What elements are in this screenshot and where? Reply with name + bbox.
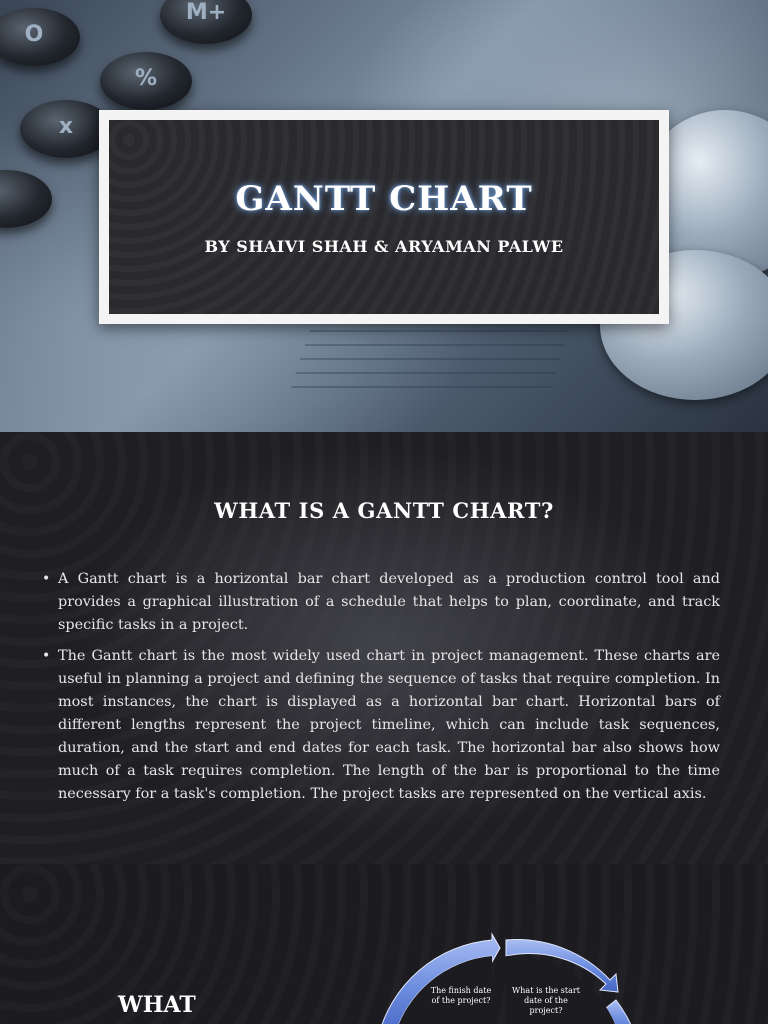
- slide-title: GANTT CHART: [235, 178, 533, 219]
- bullet-icon: •: [42, 571, 51, 587]
- definition-slide: [0, 432, 768, 864]
- calculator-key: x: [20, 100, 112, 158]
- calculator-key: O: [0, 8, 80, 66]
- section-heading: WHAT IS A GANTT CHART?: [214, 498, 554, 523]
- calculator-key: [0, 170, 52, 228]
- document-background-image: [290, 330, 569, 390]
- title-box: [109, 120, 659, 314]
- calculator-key: M+: [160, 0, 252, 44]
- cycle-slide: [0, 864, 768, 1024]
- section-heading: WHAT: [118, 992, 196, 1018]
- slide-subtitle: BY SHAIVI SHAH & ARYAMAN PALWE: [204, 236, 564, 256]
- bullet-text: A Gantt chart is a horizontal bar chart developed as a production control tool and provides a graphical illustration of a schedule that helps to plan, coordinate, and track specific tasks in a project.: [58, 571, 720, 633]
- title-frame: [99, 110, 669, 324]
- bullet-text: The Gantt chart is the most widely used chart in project management. These charts are useful in planning a project and defining the sequence of tasks that require completion. In most instances, the chart is displayed as a horizontal bar chart. Horizontal bars of different lengths represent the project timeline, which can include task sequences, duration, and the start and end dates for each task. The horizontal bar also shows how much of a task requires completion. The length of the bar is proportional to the time necessary for a task's completion. The project tasks are represented on the vertical axis.: [58, 648, 720, 802]
- title-slide: [0, 0, 768, 432]
- bullet-list: [40, 568, 720, 814]
- cycle-segment-label: The finish date of the project?: [430, 986, 492, 1005]
- cycle-diagram: [360, 928, 660, 1024]
- bullet-icon: •: [42, 648, 51, 664]
- bullet-item: [40, 568, 720, 637]
- bullet-item: [40, 645, 720, 806]
- calculator-key: %: [100, 52, 192, 110]
- cycle-segment-label: What is the start date of the project?: [512, 986, 580, 1015]
